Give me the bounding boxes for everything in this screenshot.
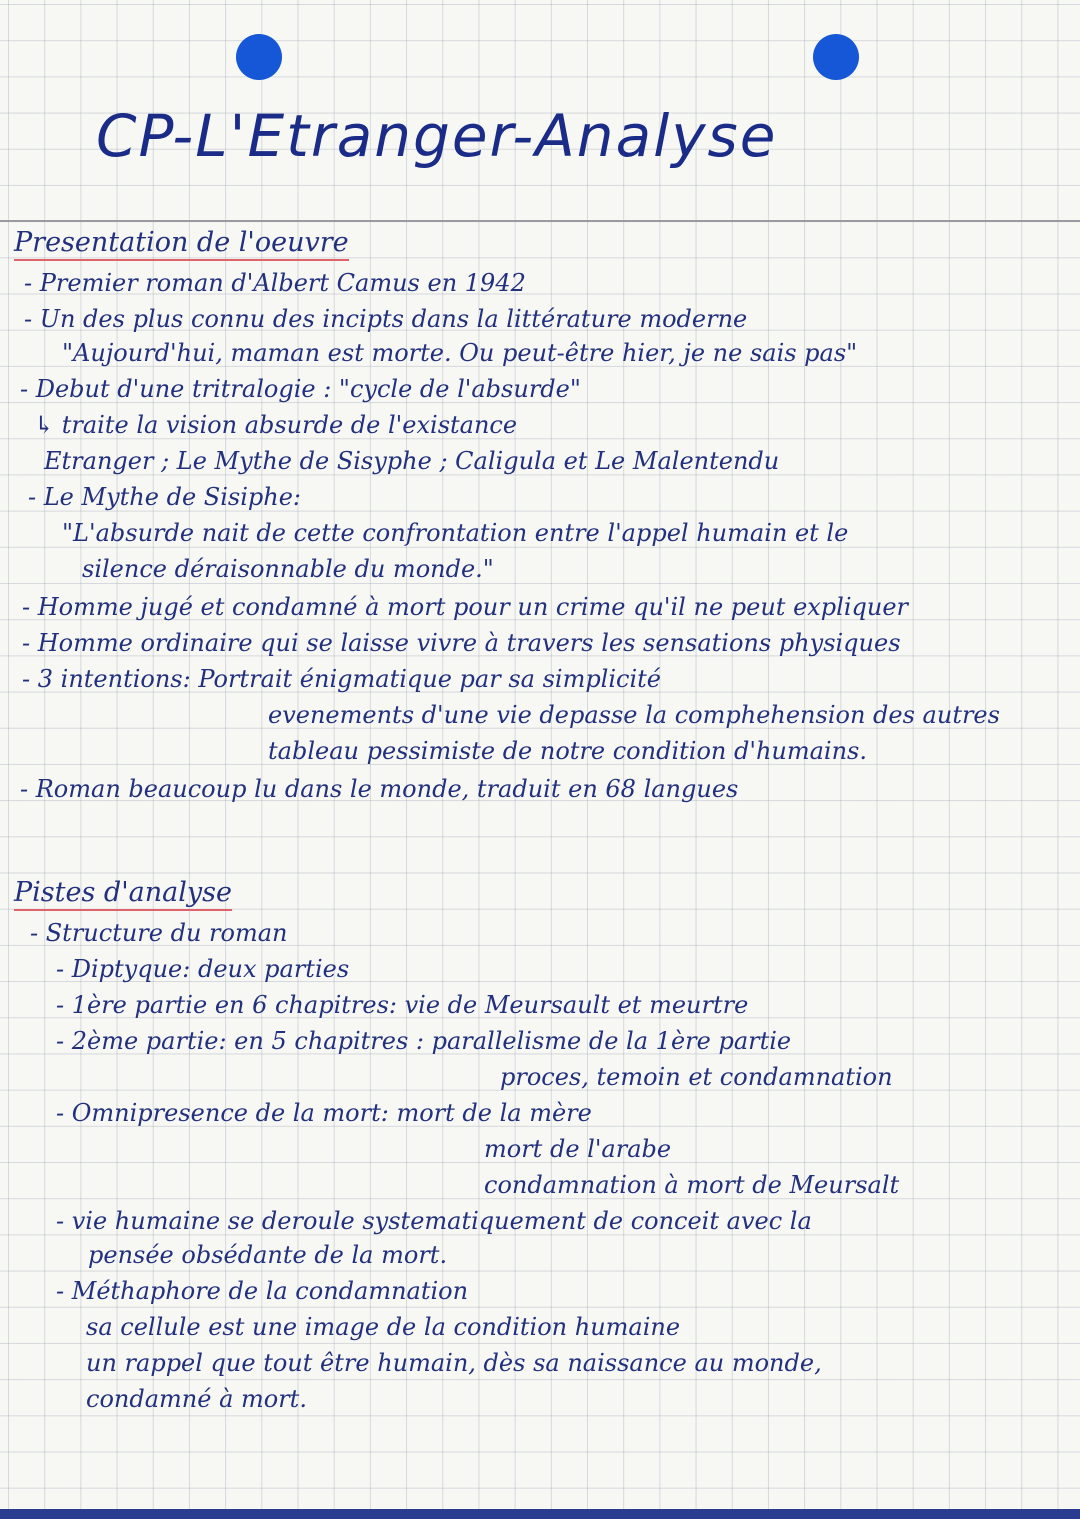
binder-hole-right (813, 34, 859, 80)
note-line: proces, temoin et condamnation (500, 1063, 893, 1091)
note-line: - Debut d'une tritralogie : "cycle de l'absurde" (20, 375, 581, 403)
note-line: - Diptyque: deux parties (56, 955, 350, 983)
note-line: - Le Mythe de Sisiphe: (28, 483, 301, 511)
section-heading-analyse: Pistes d'analyse (14, 878, 232, 908)
note-line: condamné à mort. (86, 1385, 307, 1413)
note-line: - Structure du roman (30, 919, 288, 947)
page-title: CP-L'Etranger-Analyse (96, 102, 778, 170)
section-heading-presentation: Presentation de l'oeuvre (14, 228, 349, 258)
note-line: - 2ème partie: en 5 chapitres : parallelisme de la 1ère partie (56, 1027, 792, 1055)
note-line: - vie humaine se deroule systematiquement de conceit avec la (56, 1207, 812, 1235)
note-line: - Un des plus connu des incipts dans la littérature moderne (24, 305, 748, 333)
note-line: condamnation à mort de Meursalt (484, 1171, 900, 1199)
note-line: - 1ère partie en 6 chapitres: vie de Meursault et meurtre (56, 991, 749, 1019)
note-line: - Homme ordinaire qui se laisse vivre à travers les sensations physiques (22, 629, 901, 657)
note-line: mort de l'arabe (484, 1135, 672, 1163)
note-line: Etranger ; Le Mythe de Sisyphe ; Caligula et Le Malentendu (44, 447, 780, 475)
note-line: sa cellule est une image de la condition humaine (86, 1313, 681, 1341)
note-line: tableau pessimiste de notre condition d'humains. (268, 737, 868, 765)
header-divider (0, 220, 1080, 222)
note-line: - Premier roman d'Albert Camus en 1942 (24, 269, 526, 297)
note-line: - Roman beaucoup lu dans le monde, traduit en 68 langues (20, 775, 739, 803)
note-line: silence déraisonnable du monde." (82, 555, 494, 583)
page-bottom-edge (0, 1509, 1080, 1519)
note-line: un rappel que tout être humain, dès sa naissance au monde, (86, 1349, 822, 1377)
binder-hole-left (236, 34, 282, 80)
note-line: - Homme jugé et condamné à mort pour un crime qu'il ne peut expliquer (22, 593, 909, 621)
note-line: evenements d'une vie depasse la comphehension des autres (268, 701, 1000, 729)
note-line: "Aujourd'hui, maman est morte. Ou peut-être hier, je ne sais pas" (62, 339, 858, 367)
note-line: pensée obsédante de la mort. (88, 1241, 448, 1269)
note-line: - 3 intentions: Portrait énigmatique par sa simplicité (22, 665, 661, 693)
note-line: ↳ traite la vision absurde de l'existance (34, 411, 518, 439)
note-line: - Méthaphore de la condamnation (56, 1277, 469, 1305)
note-line: "L'absurde nait de cette confrontation entre l'appel humain et le (62, 519, 849, 547)
note-line: - Omnipresence de la mort: mort de la mère (56, 1099, 592, 1127)
